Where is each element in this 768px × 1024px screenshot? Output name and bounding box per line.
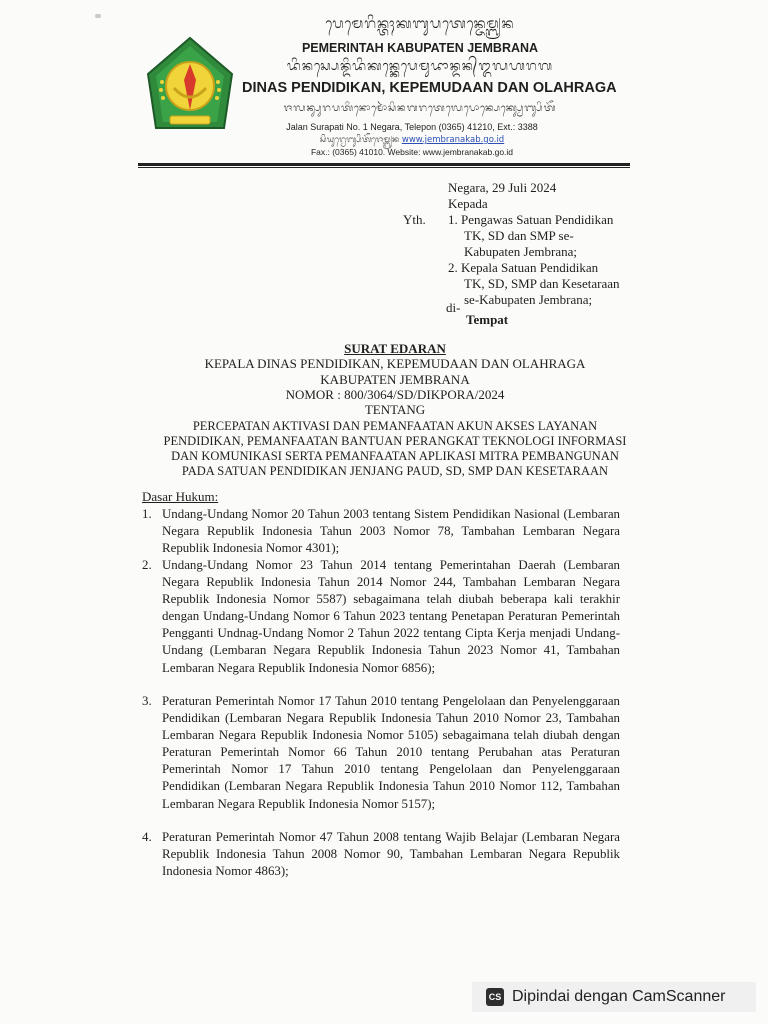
document-number: NOMOR : 800/3064/SD/DIKPORA/2024 [285,387,505,402]
document-type: SURAT EDARAN [344,341,446,356]
di-label: di- [446,300,461,315]
item-number: 2. [142,558,152,572]
camscanner-watermark [472,982,756,1012]
issuer-line: KEPALA DINAS PENDIDIKAN, KEPEMUDAAN DAN OLAHRAGA [204,356,586,371]
item-text: Peraturan Pemerintah Nomor 17 Tahun 2010 tentang Pengelolaan dan Penyelenggaraan Pendidikan (Lembaran Negara Republik Indonesia Tahun 2010 Nomor 23, Tambahan Lembaran Negara Republik Indonesia Nomor 5105) sebagaimana telah diubah dengan Peraturan Pemerintah Nomor 66 Tahun 2010 tentang Perubahan atas Peraturan Pemerintah Nomor 17 Tahun 2010 tentang Pengelolaan dan Penyelenggaraan Pendidikan (Lembaran Negara Republik Indonesia Tahun 2010 Nomor 112, Tambahan Lembaran Negara Republik Indonesia Nomor 5157); [162,694,620,811]
recipient-line: Kabupaten Jembrana; [464,244,577,259]
yth-label: Yth. [403,212,426,227]
balinese-script-line: ᬤᬶᬦᬲ᭄ᬧᬾᬦ᭄ᬤᬶᬤᬶᬓᬦ᭄ᬓᬾᬧᬾᬫᬸᬤᬵᬦ᭄ᬤᬦ᭄ᬑᬮᬳᬭᬕ [286,59,554,74]
balinese-script-line: ᬧᬾᬫᬾᬭᬶᬦ᭄ᬢᬄᬓᬩᬸᬧᬢᬾᬦ᭄ᬚᬾᬫ᭄ᬩ᭄ᬭᬦ [325,16,515,32]
jembrana-emblem-icon [144,36,236,136]
item-number: 4. [142,830,152,844]
recipient-line: TK, SD dan SMP se- [464,228,574,243]
item-text: Undang-Undang Nomor 23 Tahun 2014 tentang Pemerintahan Daerah (Lembaran Negara Republik Indonesia Tahun 2014 Nomor 244, Tambahan Lembaran Negara Republik Indonesia Nomor 5587) sebagaimana telah diubah beberapa kali terakhir dengan Undang-Undang Nomor 6 Tahun 2023 tentang Penetapan Peraturan Pemerintah Pengganti Undnag-Undang Nomor 2 Tahun 2022 tentang Cipta Kerja menjadi Undang-Undang (Lembaran Negara Republik Indonesia Tahun 2023 Nomor 41, Tambahan Lembaran Negara Republik Indonesia Nomor 6856); [162,558,620,675]
fax-website-line: Fax.: (0365) 41010. Website: www.jembranakab.go.id [310,147,514,157]
legal-basis-item [142,693,620,829]
place-date: Negara, 29 Juli 2024 [448,180,557,195]
item-text: Undang-Undang Nomor 20 Tahun 2003 tentang Sistem Pendidikan Nasional (Lembaran Negara Republik Indonesia Tahun 2003 Nomor 78, Tambahan Lembaran Negara Republik Indonesia Nomor 4301); [162,507,620,556]
item-text: Peraturan Pemerintah Nomor 47 Tahun 2008 tentang Wajib Belajar (Lembaran Negara Republik Indonesia Tahun 2008 Nomor 90, Tambahan Lembaran Negara Republik Indonesia Nomor 4863); [162,830,620,879]
letterhead-rule [138,163,630,166]
watermark-text: Dipindai dengan CamScanner [512,988,726,1005]
subject-line: DAN KOMUNIKASI SERTA PEMANFAATAN APLIKASI MITRA PEMBANGUNAN [171,449,619,463]
website-link[interactable]: www.jembranakab.go.id [401,135,505,145]
recipient-line: se-Kabupaten Jembrana; [464,292,593,307]
letterhead-rule-thin [138,167,630,168]
balinese-script-line: ᬚᬮᬦ᭄ᬲᬸᬭᬧᬢᬶᬦᭀᬫᭀᬃᬲᬶᬦᬕᬭᬢᬾᬮᬾᬧᭀᬦ᭄ᬧᬾᬓ᭄ᬲ᭄ᬯᬾᬩ᭄ᬲᬶᬢᭂ [283,103,557,114]
region-line: KABUPATEN JEMBRANA [320,372,470,387]
department-name: DINAS PENDIDIKAN, KEPEMUDAAN DAN OLAHRAGA [242,80,617,96]
subject-line: PENDIDIKAN, PEMANFAATAN BANTUAN PERANGKAT TEKNOLOGI INFORMASI [163,434,627,448]
tempat-label: Tempat [466,312,509,327]
kepada-label: Kepada [448,196,488,211]
recipient-line: TK, SD, SMP dan Kesetaraan [464,276,620,291]
scan-speck [95,14,101,18]
legal-basis-heading: Dasar Hukum: [142,489,219,504]
tentang-label: TENTANG [364,402,426,417]
balinese-script-text: ᬲᬶᬬᬸᬭ᭄ᬯᬾᬩ᭄ᬲᬶᬢᭂᬚᬾᬫ᭄ᬩ᭄ᬭᬦ [319,135,400,145]
recipient-line: 2. Kepala Satuan Pendidikan [448,260,599,275]
legal-basis-item [142,829,620,881]
subject-line: PERCEPATAN AKTIVASI DAN PEMANFAATAN AKUN AKSES LAYANAN [192,419,598,433]
recipient-line: 1. Pengawas Satuan Pendidikan [448,212,614,227]
legal-basis-item [142,557,620,693]
address-line: Jalan Surapati No. 1 Negara, Telepon (0365) 41210, Ext.: 3388 [286,122,538,132]
camscanner-icon: CS [486,988,504,1006]
item-number: 3. [142,694,152,708]
legal-basis-item [142,506,620,558]
subject-line: PADA SATUAN PENDIDIKAN JENJANG PAUD, SD, SMP DAN KESETARAAN [181,464,609,478]
government-name: PEMERINTAH KABUPATEN JEMBRANA [301,41,539,55]
item-number: 1. [142,507,152,521]
